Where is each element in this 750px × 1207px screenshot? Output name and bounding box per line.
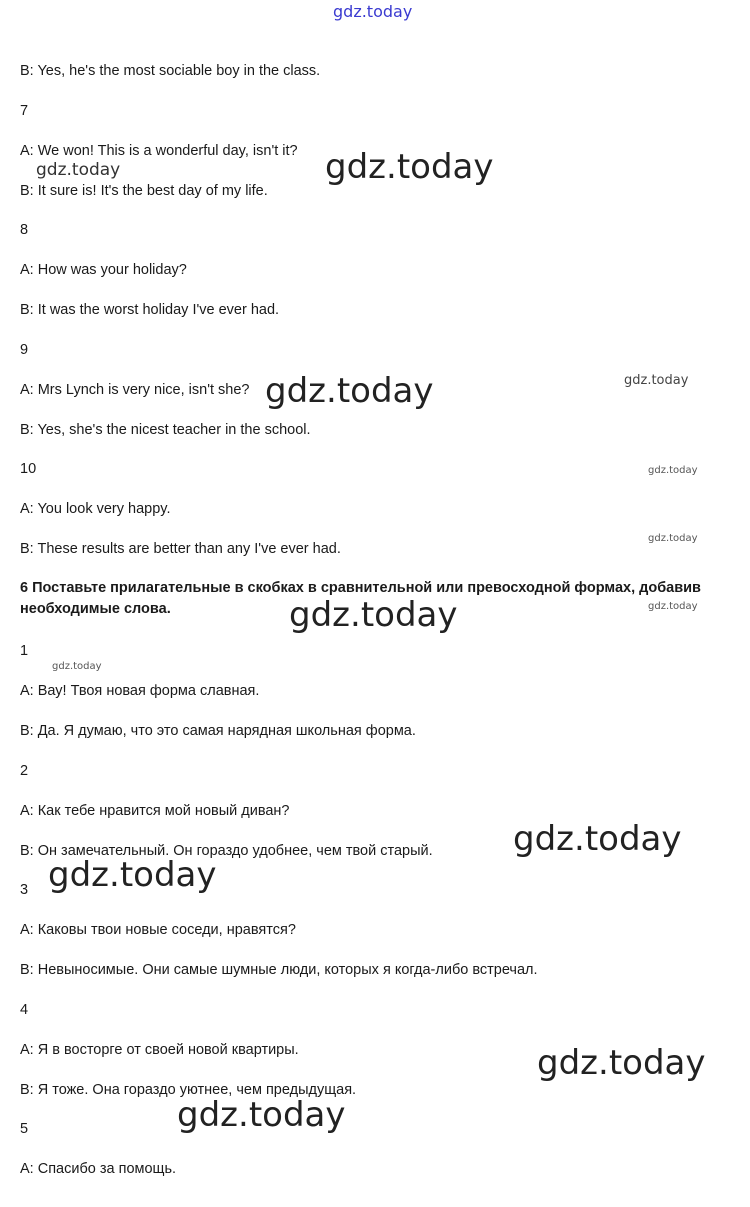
watermark: gdz.today [36, 160, 121, 180]
watermark: gdz.today [648, 533, 698, 544]
dialogue-line: B: It sure is! It's the best day of my life. [20, 183, 268, 199]
dialogue-line: A: Вау! Твоя новая форма славная. [20, 683, 260, 699]
item-number: 5 [20, 1121, 29, 1137]
dialogue-line: B: Yes, he's the most sociable boy in the class. [20, 63, 321, 79]
dialogue-line: B: Он замечательный. Он гораздо удобнее, чем твой старый. [20, 843, 433, 859]
item-number: 1 [20, 643, 29, 659]
watermark: gdz.today [265, 371, 434, 411]
watermark: gdz.today [289, 595, 458, 635]
dialogue-line: B: Да. Я думаю, что это самая нарядная школьная форма. [20, 723, 416, 739]
item-number: 10 [20, 461, 37, 477]
dialogue-line: A: Каковы твои новые соседи, нравятся? [20, 922, 296, 938]
watermark-top: gdz.today [333, 2, 413, 21]
dialogue-line: A: Я в восторге от своей новой квартиры. [20, 1042, 299, 1058]
dialogue-line: A: Как тебе нравится мой новый диван? [20, 803, 290, 819]
watermark: gdz.today [624, 373, 689, 388]
item-number: 2 [20, 763, 29, 779]
dialogue-line: B: It was the worst holiday I've ever had. [20, 302, 280, 318]
watermark: gdz.today [648, 465, 698, 476]
dialogue-line: A: How was your holiday? [20, 262, 187, 278]
watermark: gdz.today [177, 1095, 346, 1135]
dialogue-line: B: Невыносимые. Они самые шумные люди, которых я когда-либо встречал. [20, 962, 538, 978]
dialogue-line: A: You look very happy. [20, 501, 171, 517]
item-number: 8 [20, 222, 29, 238]
dialogue-line: B: Yes, she's the nicest teacher in the school. [20, 422, 311, 438]
item-number: 7 [20, 103, 29, 119]
watermark: gdz.today [48, 855, 217, 895]
dialogue-line: A: Спасибо за помощь. [20, 1161, 177, 1177]
watermark: gdz.today [325, 147, 494, 187]
section-heading: 6 Поставьте прилагательные в скобках в сравнительной или превосходной формах, добавив необходимые слова. [20, 580, 701, 617]
watermark: gdz.today [513, 819, 682, 859]
dialogue-line: A: We won! This is a wonderful day, isn't it? [20, 143, 298, 159]
dialogue-line: B: These results are better than any I've ever had. [20, 541, 341, 557]
watermark: gdz.today [648, 601, 698, 612]
dialogue-line: B: Я тоже. Она гораздо уютнее, чем предыдущая. [20, 1082, 357, 1098]
watermark: gdz.today [52, 661, 102, 672]
item-number: 9 [20, 342, 29, 358]
item-number: 3 [20, 882, 29, 898]
dialogue-line: A: Mrs Lynch is very nice, isn't she? [20, 382, 250, 398]
item-number: 4 [20, 1002, 29, 1018]
watermark: gdz.today [537, 1043, 706, 1083]
